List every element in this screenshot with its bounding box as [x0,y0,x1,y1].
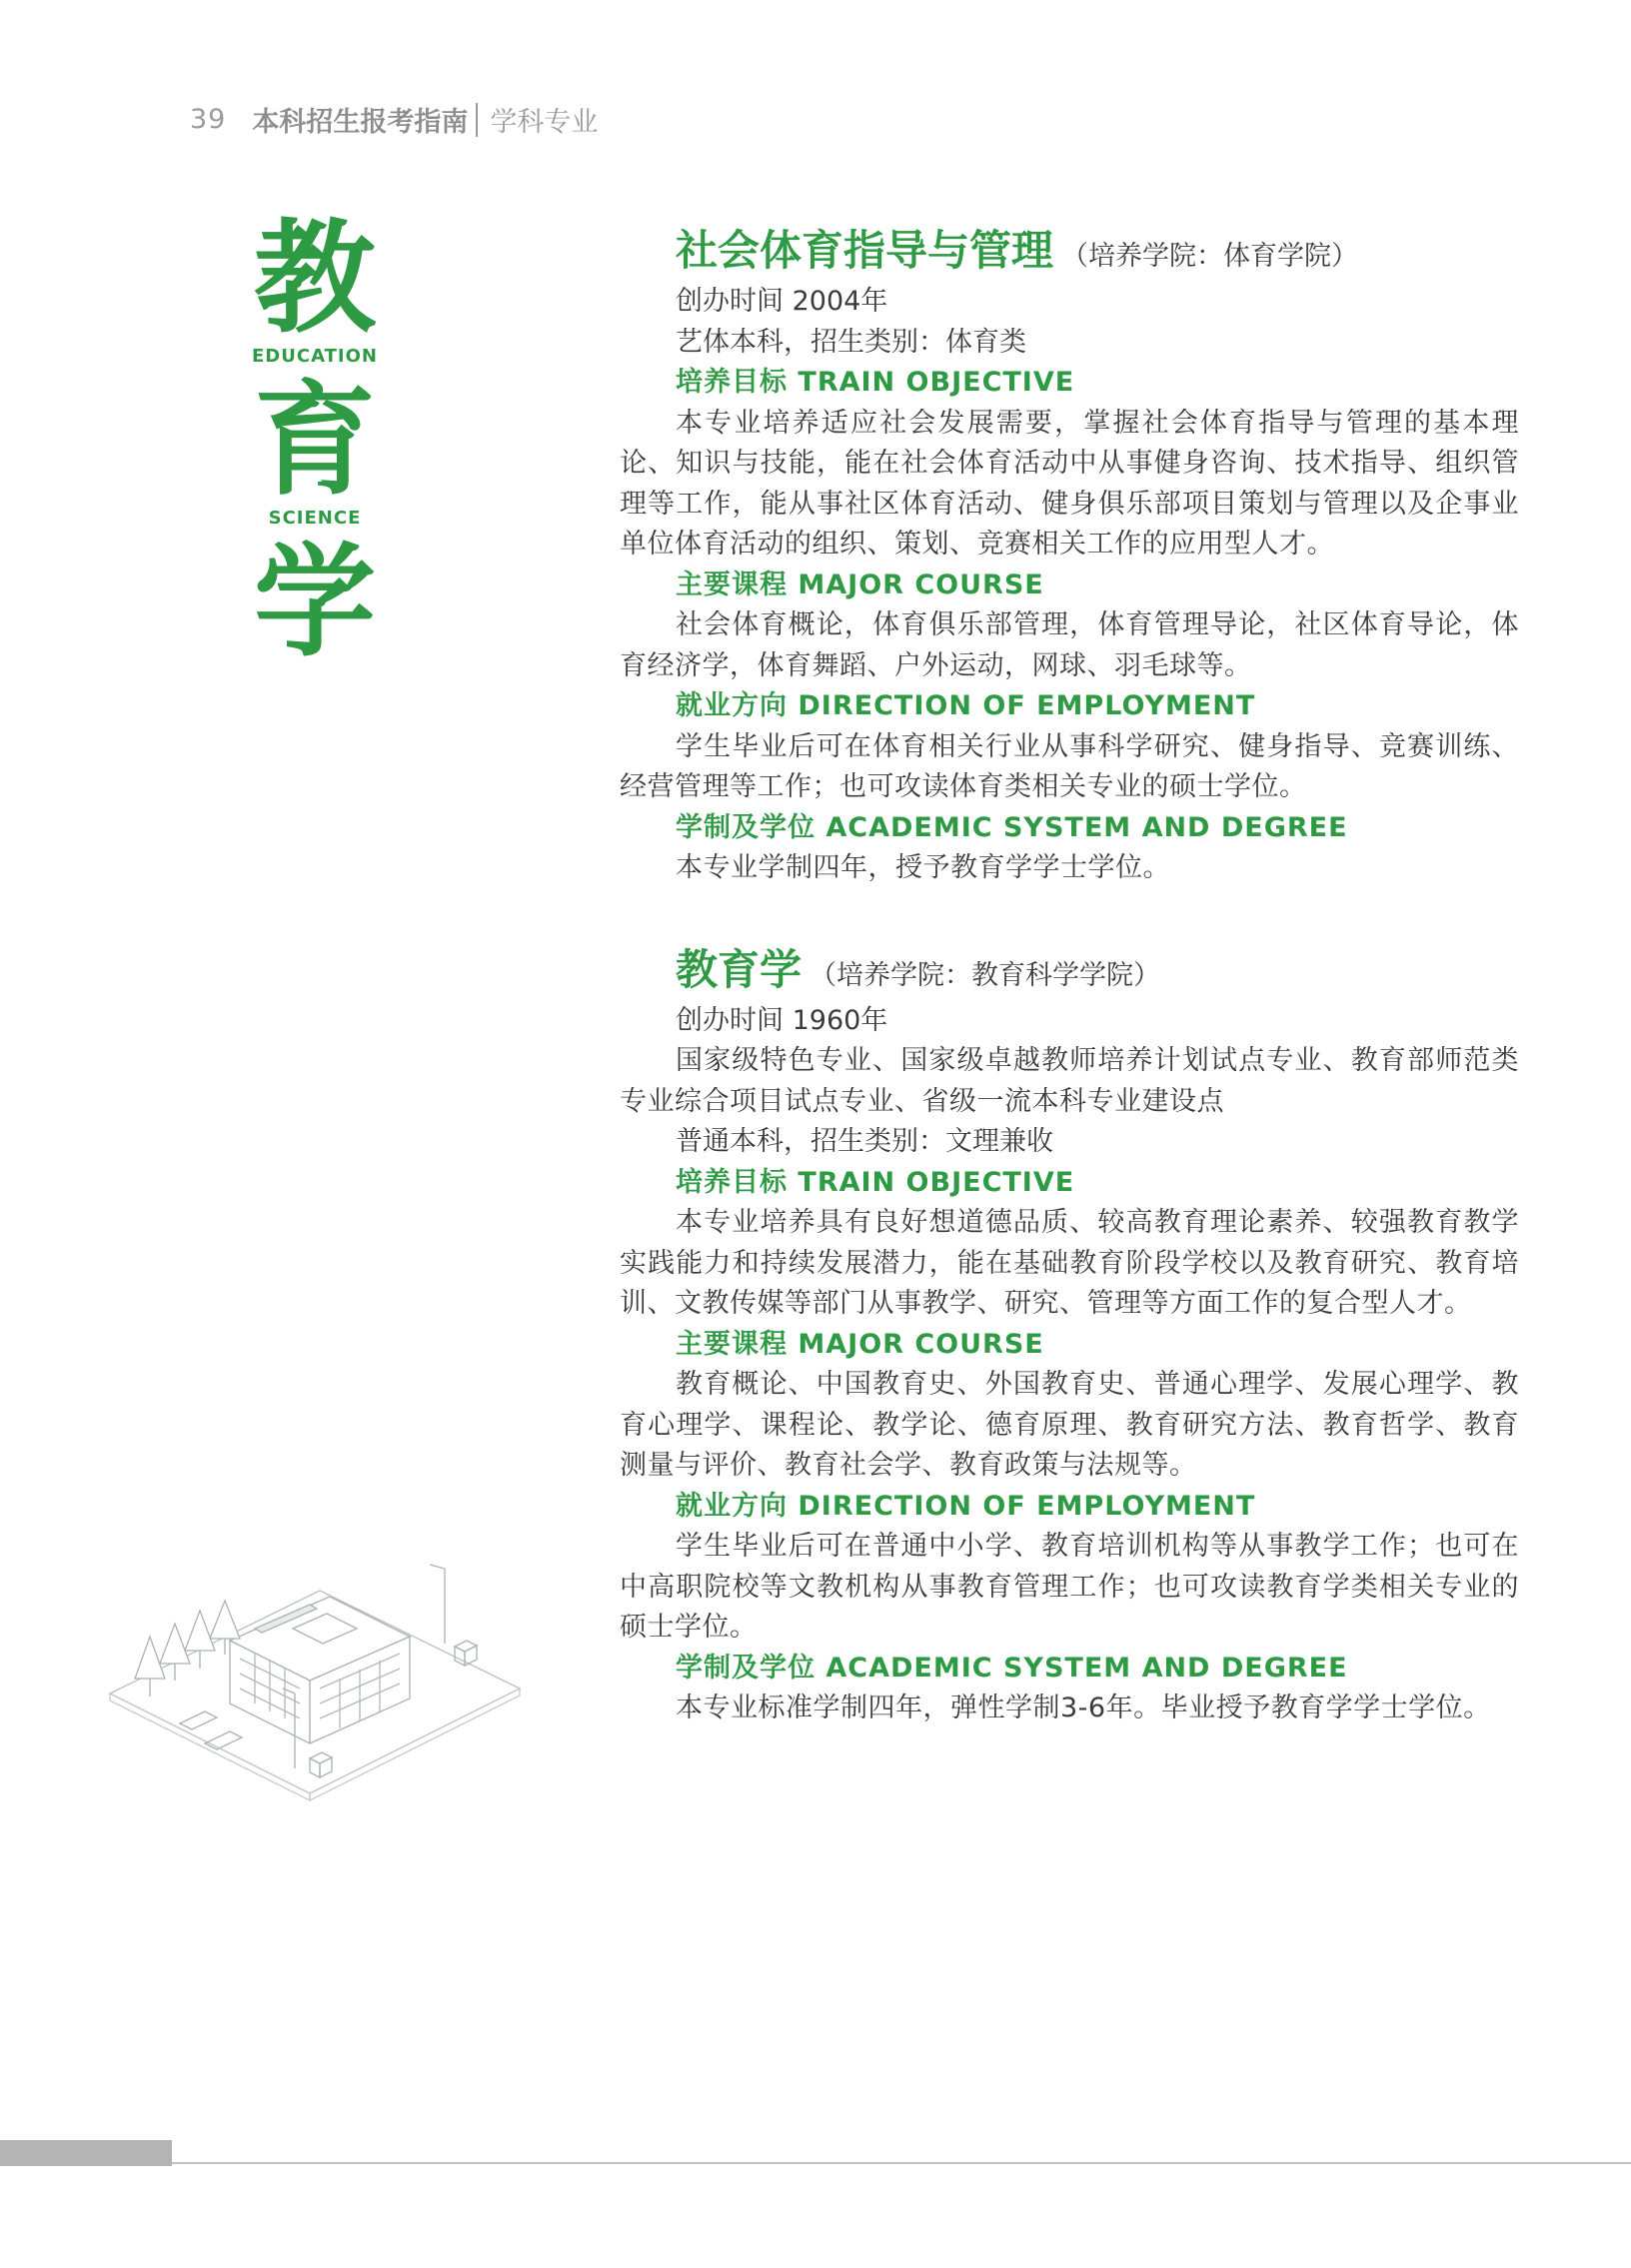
title-char-1: 教 [254,208,376,350]
text-train-objective: 本专业培养具有良好想道德品质、较高教育理论素养、较强教育教学实践能力和持续发展潜力，能在基础教育阶段学校以及教育研究、教育培训、文教传媒等部门从事教学、研究、管理等方面工作的复合型人才。 [620,1207,1519,1319]
admission-category: 普通本科，招生类别：文理兼收 [676,1126,1053,1157]
major-name: 教育学 [676,944,803,994]
major-college: （培养学院：教育科学学院） [810,959,1161,991]
page-header [190,100,598,139]
text-train-objective: 本专业培养适应社会发展需要，掌握社会体育指导与管理的基本理论、知识与技能，能在社会体育活动中从事健身咨询、技术指导、组织管理等工作，能从事社区体育活动、健身俱乐部项目策划与管理以及企事业单位体育活动的组织、策划、竞赛相关工作的应用型人才。 [620,407,1519,560]
title-label-education: EDUCATION [252,346,378,367]
heading-major-course: 主要课程 MAJOR COURSE [676,568,1044,600]
major-honors: 国家级特色专业、国家级卓越教师培养计划试点专业、教育部师范类专业综合项目试点专业、省级一流本科专业建设点 [620,1045,1519,1117]
major-name: 社会体育指导与管理 [676,226,1054,275]
heading-employment: 就业方向 DIRECTION OF EMPLOYMENT [676,690,1256,721]
footer-tab [0,2140,172,2166]
guide-title: 本科招生报考指南 [252,107,469,138]
heading-employment: 就业方向 DIRECTION OF EMPLOYMENT [676,1490,1256,1522]
major-section [620,220,1519,889]
majors-content [620,220,1519,1729]
title-char-2: 育 [254,370,376,512]
heading-train-objective: 培养目标 TRAIN OBJECTIVE [676,1166,1075,1198]
text-employment: 学生毕业后可在体育相关行业从事科学研究、健身指导、竞赛训练、经营管理等工作；也可攻读体育类相关专业的硕士学位。 [620,730,1519,802]
title-label-science: SCIENCE [268,508,362,529]
heading-major-course: 主要课程 MAJOR COURSE [676,1328,1044,1360]
footer-rule [172,2162,1631,2164]
admission-category: 艺体本科，招生类别：体育类 [676,326,1026,358]
title-char-3: 学 [254,532,376,673]
heading-academic-system: 学制及学位 ACADEMIC SYSTEM AND DEGREE [676,811,1348,843]
text-major-course: 社会体育概论，体育俱乐部管理，体育管理导论，社区体育导论，体育经济学，体育舞蹈、户外运动，网球、羽毛球等。 [620,609,1519,681]
section-title: 学科专业 [490,107,599,138]
major-section [620,939,1519,1729]
header-divider [476,103,478,137]
page-number: 39 [190,104,227,135]
text-academic-system: 本专业标准学制四年，弹性学制3-6年。毕业授予教育学学士学位。 [676,1693,1491,1723]
founded-year: 创办时间 1960年 [676,1004,888,1036]
text-employment: 学生毕业后可在普通中小学、教育培训机构等从事教学工作；也可在中高职院校等文教机构从事教育管理工作；也可攻读教育学类相关专业的硕士学位。 [620,1531,1519,1643]
founded-year: 创办时间 2004年 [676,286,888,317]
discipline-title [250,208,380,673]
major-title [676,939,1519,1001]
heading-train-objective: 培养目标 TRAIN OBJECTIVE [676,367,1075,398]
text-major-course: 教育概论、中国教育史、外国教育史、普通心理学、发展心理学、教育心理学、课程论、教学论、德育原理、教育研究方法、教育哲学、教育测量与评价、教育社会学、教育政策与法规等。 [620,1369,1519,1481]
major-title [676,220,1519,282]
text-academic-system: 本专业学制四年，授予教育学学士学位。 [676,852,1170,883]
heading-academic-system: 学制及学位 ACADEMIC SYSTEM AND DEGREE [676,1652,1348,1684]
campus-building-illustration [105,1529,525,1808]
major-college: （培养学院：体育学院） [1061,241,1359,272]
